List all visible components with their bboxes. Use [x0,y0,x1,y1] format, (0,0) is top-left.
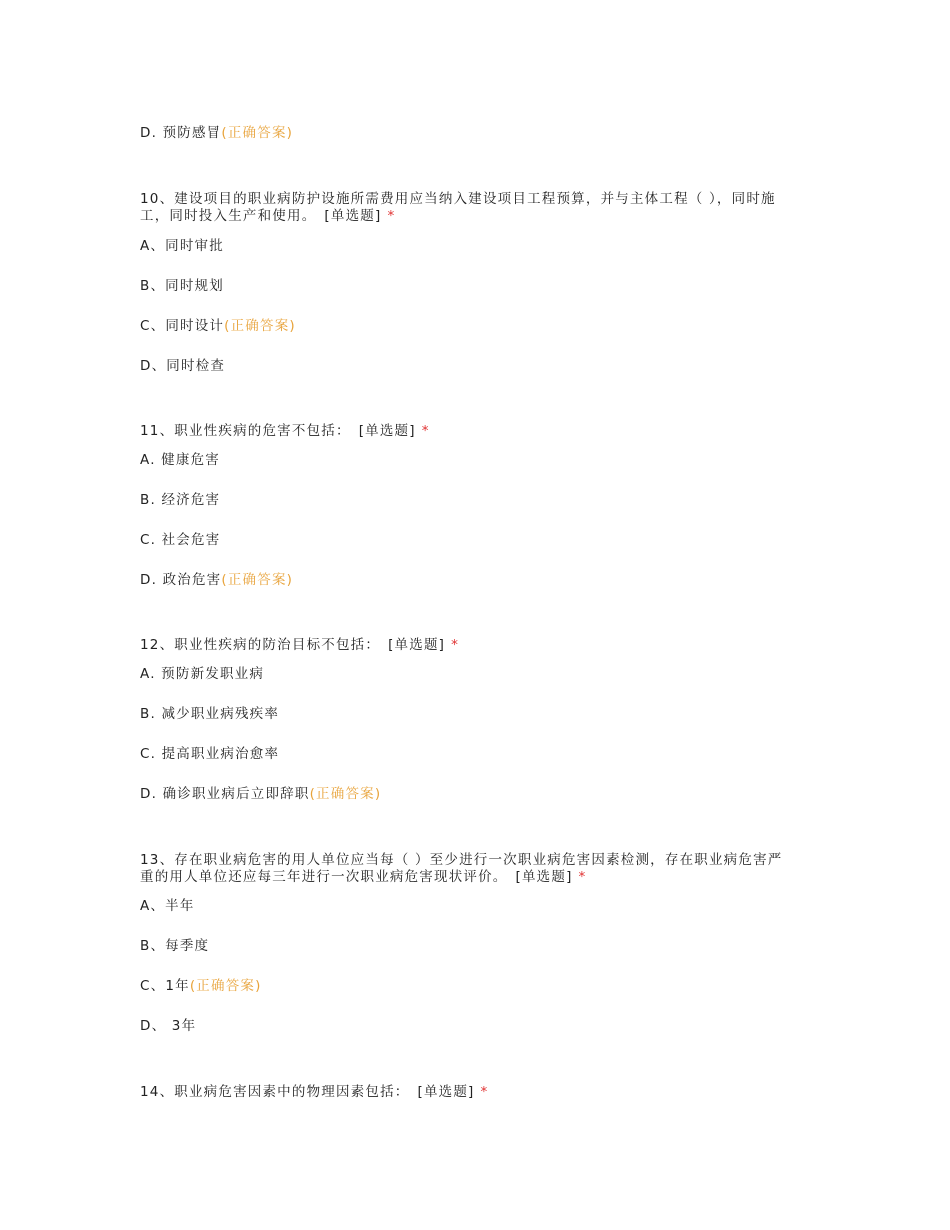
q12-option-a[interactable]: A. 预防新发职业病 [140,666,265,682]
question-type-tag: [单选题] [388,637,446,653]
question-11-title [140,422,430,440]
question-14-title [140,1083,488,1101]
option-label: C、1年 [140,978,190,994]
q13-option-b[interactable]: B、每季度 [140,938,210,954]
required-mark: * [451,637,460,653]
q11-option-b[interactable]: B. 经济危害 [140,492,221,508]
required-mark: * [421,423,430,439]
q11-option-d[interactable] [140,571,293,589]
q13-option-a[interactable]: A、半年 [140,898,195,914]
question-10-title-line2 [140,207,395,225]
question-13-title-line2 [140,868,587,886]
question-12-text: 12、职业性疾病的防治目标不包括： [140,637,381,653]
question-10-text: 工，同时投入生产和使用。 [140,208,317,224]
q10-option-d[interactable]: D、同时检查 [140,358,226,374]
question-10-title-line1: 10、建设项目的职业病防护设施所需费用应当纳入建设项目工程预算，并与主体工程（ ），同时施 [140,191,776,207]
question-13-text: 重的用人单位还应每三年进行一次职业病危害现状评价。 [140,869,508,885]
option-label: D. 预防感冒 [140,125,222,141]
question-11-text: 11、职业性疾病的危害不包括： [140,423,351,439]
option-label: D. 确诊职业病后立即辞职 [140,786,310,802]
correct-answer-tag: (正确答案) [221,125,294,141]
question-type-tag: [单选题] [358,423,416,439]
q13-option-c[interactable] [140,977,262,995]
q11-option-a[interactable]: A. 健康危害 [140,452,220,468]
q12-option-b[interactable]: B. 减少职业病残疾率 [140,706,280,722]
correct-answer-tag: (正确答案) [189,978,262,994]
option-label: C、同时设计 [140,318,225,334]
required-mark: * [578,869,587,885]
q11-option-c[interactable]: C. 社会危害 [140,532,221,548]
question-type-tag: [单选题] [515,869,573,885]
option-prev-d[interactable] [140,124,293,142]
question-13-title-line1: 13、存在职业病危害的用人单位应当每（ ）至少进行一次职业病危害因素检测，存在职业病危害严 [140,852,783,868]
correct-answer-tag: (正确答案) [221,572,294,588]
q12-option-d[interactable] [140,785,381,803]
question-14-text: 14、职业病危害因素中的物理因素包括： [140,1084,410,1100]
q10-option-b[interactable]: B、同时规划 [140,278,224,294]
q10-option-a[interactable]: A、同时审批 [140,238,224,254]
option-label: D. 政治危害 [140,572,222,588]
question-12-title [140,636,459,654]
q12-option-c[interactable]: C. 提高职业病治愈率 [140,746,280,762]
required-mark: * [480,1084,489,1100]
correct-answer-tag: (正确答案) [224,318,296,334]
question-type-tag: [单选题] [324,208,382,224]
q10-option-c[interactable] [140,317,296,335]
required-mark: * [387,208,396,224]
question-type-tag: [单选题] [417,1084,475,1100]
q13-option-d[interactable]: D、 3年 [140,1018,197,1034]
correct-answer-tag: (正确答案) [309,786,382,802]
